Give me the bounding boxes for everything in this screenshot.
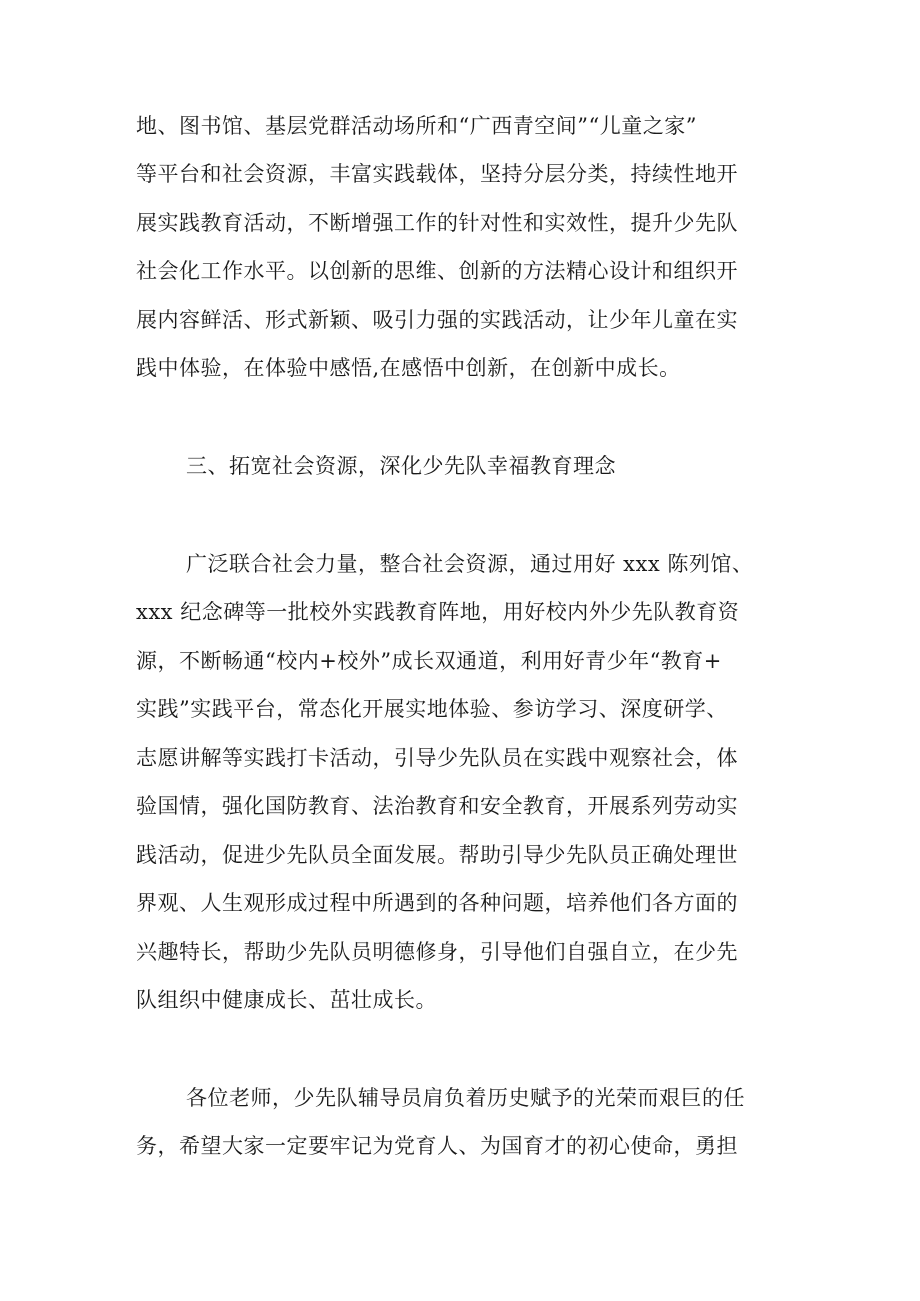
paragraph-2-line-10: 队组织中健康成长、茁壮成长。 <box>136 988 437 1012</box>
paragraph-2-line-1: 广泛联合社会力量，整合社会资源，通过用好 xxx 陈列馆、 <box>186 552 754 576</box>
paragraph-2-line-5: 志愿讲解等实践打卡活动，引导少先队员在实践中观察社会，体 <box>136 746 738 770</box>
paragraph-1-line-5: 展内容鲜活、形式新颖、吸引力强的实践活动，让少年儿童在实 <box>136 308 738 332</box>
paragraph-2-line-8: 界观、人生观形成过程中所遇到的各种问题，培养他们各方面的 <box>136 891 738 915</box>
paragraph-2-line-3: 源，不断畅通“校内+校外”成长双通道，利用好青少年“教育+ <box>136 649 722 673</box>
paragraph-1-line-2: 等平台和社会资源，丰富实践载体，坚持分层分类，持续性地开 <box>136 162 738 186</box>
paragraph-3-line-1: 各位老师，少先队辅导员肩负着历史赋予的光荣而艰巨的任 <box>186 1086 745 1110</box>
paragraph-2-line-2: xxx 纪念碑等一批校外实践教育阵地，用好校内外少先队教育资 <box>136 600 740 624</box>
paragraph-1-line-6: 践中体验，在体验中感悟,在感悟中创新，在创新中成长。 <box>136 356 681 380</box>
paragraph-2-line-4: 实践”实践平台，常态化开展实地体验、参访学习、深度研学、 <box>136 697 728 721</box>
paragraph-2-line-9: 兴趣特长，帮助少先队员明德修身，引导他们自强自立，在少先 <box>136 940 738 964</box>
paragraph-1-line-1: 地、图书馆、基层党群活动场所和“广西青空间”“儿童之家” <box>136 114 697 138</box>
paragraph-2-line-7: 践活动，促进少先队员全面发展。帮助引导少先队员正确处理世 <box>136 843 738 867</box>
paragraph-1-line-4: 社会化工作水平。以创新的思维、创新的方法精心设计和组织开 <box>136 259 738 283</box>
paragraph-2-line-6: 验国情，强化国防教育、法治教育和安全教育，开展系列劳动实 <box>136 794 738 818</box>
paragraph-3-line-2: 务，希望大家一定要牢记为党育人、为国育才的初心使命，勇担 <box>136 1134 738 1158</box>
paragraph-1-line-3: 展实践教育活动，不断增强工作的针对性和实效性，提升少先队 <box>136 211 738 235</box>
section-heading: 三、拓宽社会资源，深化少先队幸福教育理念 <box>186 454 616 478</box>
